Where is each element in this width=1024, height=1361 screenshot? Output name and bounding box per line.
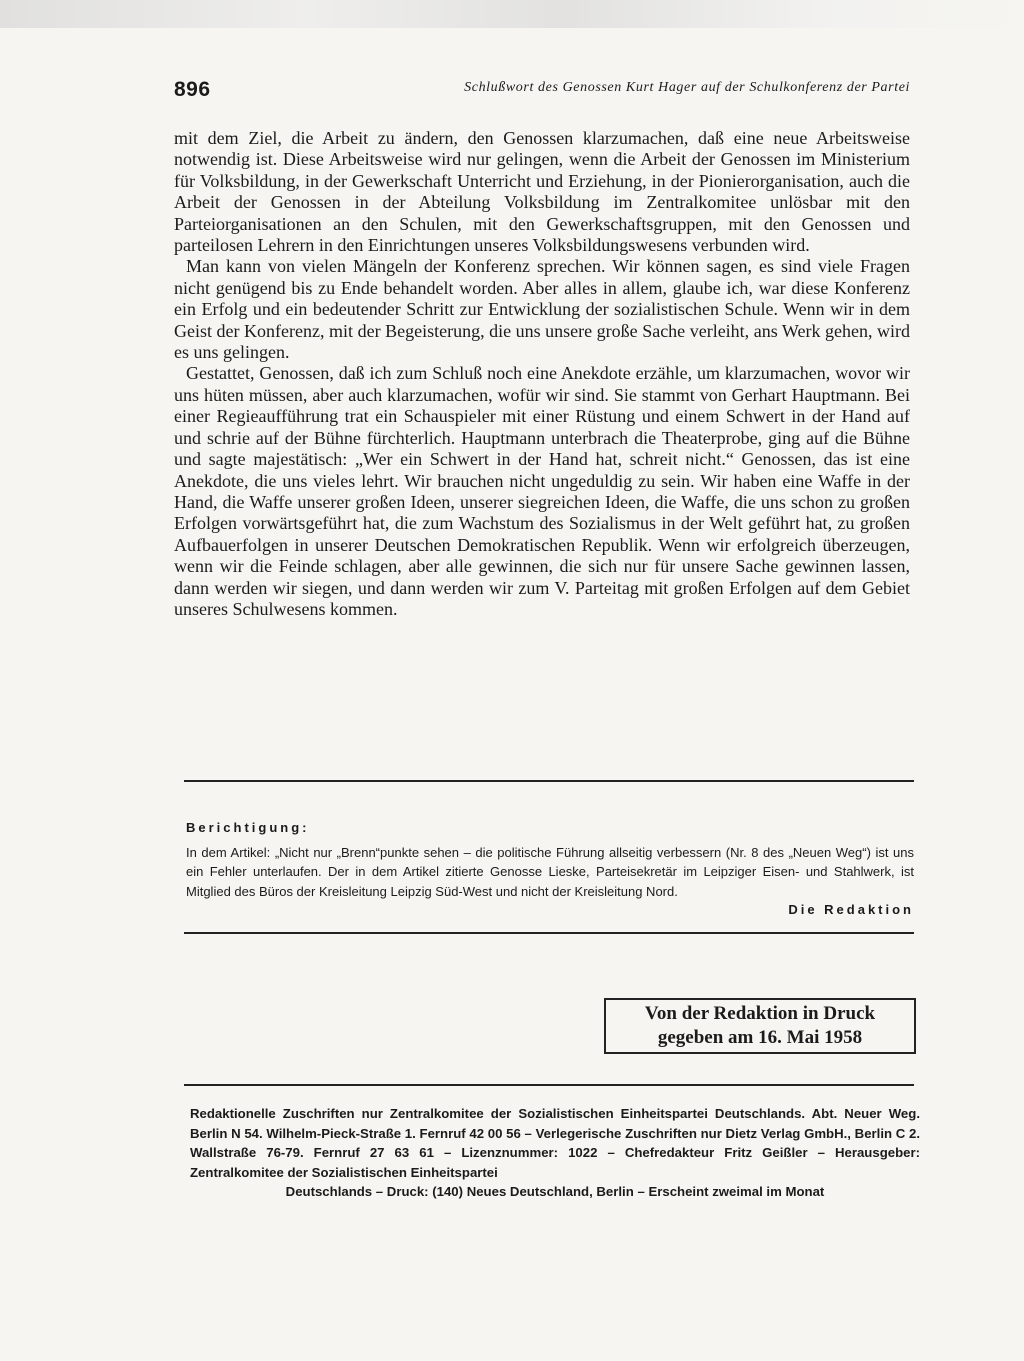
imprint-last-line: Deutschlands – Druck: (140) Neues Deutschland, Berlin – Erscheint zweimal im Monat: [285, 1184, 825, 1200]
divider: [184, 780, 914, 782]
correction-signature: Die Redaktion: [788, 901, 914, 917]
imprint-text: Redaktionelle Zuschriften nur Zentralkomitee der Sozialistischen Einheitspartei Deutschlands. Abt. Neuer Weg. Berlin N 54. Wilhelm-Pieck-Straße 1. Fernruf 42 00 56 – Verlegerische Zuschriften nur Dietz Verlag GmbH., Berlin C 2. Wallstraße 76-79. Fernruf 27 63 61 – Lizenznummer: 1022 – Chefredakteur Fritz Geißler – Herausgeber: Zentralkomitee der Sozialistischen Einheitspartei: [190, 1106, 920, 1180]
imprint: [190, 1104, 920, 1202]
divider: [184, 1084, 914, 1086]
paragraph: mit dem Ziel, die Arbeit zu ändern, den Genossen klarzumachen, daß eine neue Arbeitsweise notwendig ist. Diese Arbeitsweise wird nur gelingen, wenn die Arbeit der Genossen im Ministerium für Volksbildung, in der Gewerkschaft Unterricht und Erziehung, in der Pionierorganisation, auch die Arbeit der Genossen in der Abteilung Volksbildung im Zentralkomitee unlösbar mit den Parteiorganisationen an den Schulen, mit den Gewerkschaftsgruppen, mit den Genossen und parteilosen Lehrern in den Einrichtungen unseres Volksbildungswesens verbunden wird.: [174, 128, 910, 256]
correction-text: In dem Artikel: „Nicht nur „Brenn“punkte sehen – die politische Führung allseitig verbessern (Nr. 8 des „Neuen Weg“) ist uns ein Fehler unterlaufen. Der in dem Artikel zitierte Genosse Lieske, Parteisekretär im Leipziger Eisen- und Stahlwerk, ist Mitglied des Büros der Kreisleitung Leipzig Süd-West und nicht der Kreisleitung Nord.: [186, 845, 914, 899]
print-date-line-2: gegeben am 16. Mai 1958: [657, 1027, 863, 1048]
divider: [184, 932, 914, 934]
scan-edge-noise: [0, 0, 1024, 28]
paragraph: Gestattet, Genossen, daß ich zum Schluß noch eine Anekdote erzähle, um klarzumachen, wovor wir uns hüten müssen, aber auch klarzumachen, wofür wir sind. Sie stammt von Gerhart Hauptmann. Bei einer Regieaufführung trat ein Schauspieler mit einer Rüstung und einem Schwert in der Hand auf und schrie auf der Bühne fürchterlich. Hauptmann unterbrach die Theaterprobe, ging auf die Bühne und sagte majestätisch: „Wer ein Schwert in der Hand hat, schreit nicht.“ Genossen, das ist eine Anekdote, die uns vieles lehrt. Wir brauchen nicht ungeduldig zu sein. Wir haben eine Waffe in der Hand, die Waffe unserer großen Ideen, unserer siegreichen Ideen, die Waffe, die uns schon zu großen Erfolgen vorwärtsgeführt hat, die zum Wachstum des Sozialismus in der Welt geführt hat, zu großen Aufbauerfolgen in unserer Deutschen Demokratischen Republik. Wenn wir erfolgreich überzeugen, wenn wir die Feinde schlagen, aber alle gewinnen, die sich nur für unsere Sache gewinnen lassen, dann werden wir siegen, und dann werden wir zum V. Parteitag mit großen Erfolgen auf dem Gebiet unseres Schulwesens kommen.: [174, 363, 910, 619]
correction-heading: Berichtigung:: [186, 820, 310, 835]
paragraph: Man kann von vielen Mängeln der Konferenz sprechen. Wir können sagen, es sind viele Fragen nicht genügend bis zu Ende behandelt worden. Aber alles in allem, glaube ich, war diese Konferenz ein Erfolg und ein bedeutender Schritt zur Entwicklung der sozialistischen Schule. Wenn wir in dem Geist der Konferenz, mit der Begeisterung, die uns unsere große Sache verleiht, ans Werk gehen, wird es uns gelingen.: [174, 256, 910, 363]
correction-notice: [186, 818, 914, 919]
page-header: [174, 74, 910, 106]
running-head: Schlußwort des Genossen Kurt Hager auf der Schulkonferenz der Partei: [464, 80, 910, 95]
body-text: [174, 128, 910, 620]
page-number: 896: [174, 78, 211, 101]
print-date-box: [604, 998, 916, 1054]
print-date-line-1: Von der Redaktion in Druck: [644, 1003, 876, 1024]
